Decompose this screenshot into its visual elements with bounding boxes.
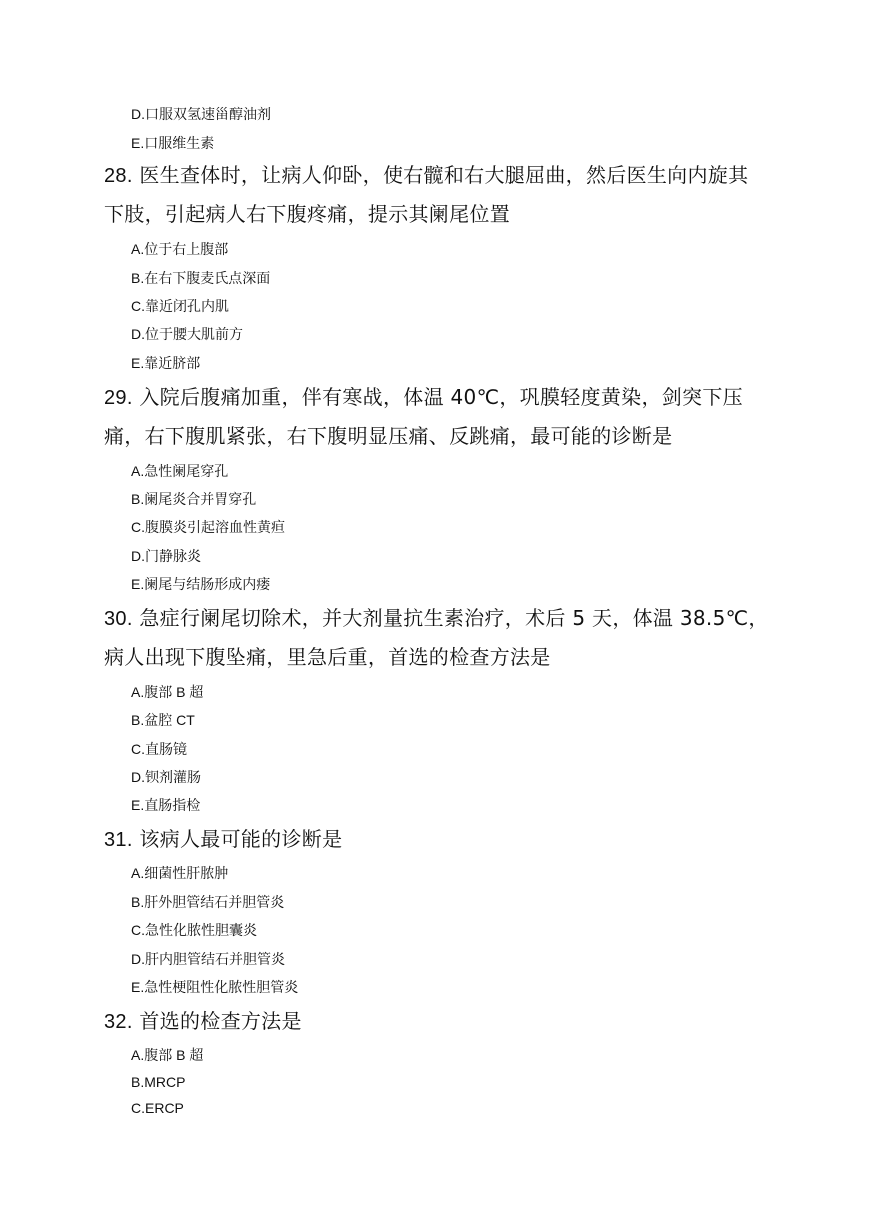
q31-option-d: D.肝内胆管结石并胆管炎 (131, 951, 285, 967)
q28-option-c: C.靠近闭孔内肌 (131, 298, 229, 314)
q29-option-c: C.腹膜炎引起溶血性黄疸 (131, 519, 285, 535)
q30-option-e: E.直肠指检 (131, 797, 201, 813)
q28-option-e: E.靠近脐部 (131, 355, 201, 371)
question-30-line-2: 病人出现下腹坠痛，里急后重，首选的检查方法是 (104, 645, 551, 669)
q31-option-a: A.细菌性肝脓肿 (131, 865, 229, 881)
q29-option-b: B.阑尾炎合并胃穿孔 (131, 491, 257, 507)
q31-option-e: E.急性梗阻性化脓性胆管炎 (131, 979, 299, 995)
q28-option-d: D.位于腰大肌前方 (131, 326, 243, 342)
q32-option-a: A.腹部 B 超 (131, 1047, 204, 1063)
q32-option-c: C.ERCP (131, 1100, 184, 1116)
q31-option-c: C.急性化脓性胆囊炎 (131, 922, 257, 938)
question-29-line-1: 29. 入院后腹痛加重，伴有寒战，体温 40℃，巩膜轻度黄染，剑突下压 (104, 385, 743, 409)
q30-option-a: A.腹部 B 超 (131, 684, 204, 700)
question-31-line-1: 31. 该病人最可能的诊断是 (104, 827, 343, 851)
q28-option-a: A.位于右上腹部 (131, 241, 229, 257)
question-28-line-2: 下肢，引起病人右下腹疼痛，提示其阑尾位置 (104, 202, 510, 226)
q30-option-b: B.盆腔 CT (131, 712, 195, 728)
option-e: E.口服维生素 (131, 135, 215, 151)
q29-option-a: A.急性阑尾穿孔 (131, 463, 229, 479)
question-28-line-1: 28. 医生查体时，让病人仰卧，使右髋和右大腿屈曲，然后医生向内旋其 (104, 163, 749, 187)
q29-option-d: D.门静脉炎 (131, 548, 201, 564)
option-d: D.口服双氢速甾醇油剂 (131, 106, 271, 122)
q28-option-b: B.在右下腹麦氏点深面 (131, 270, 271, 286)
q31-option-b: B.肝外胆管结石并胆管炎 (131, 894, 285, 910)
question-29-line-2: 痛，右下腹肌紧张，右下腹明显压痛、反跳痛，最可能的诊断是 (104, 424, 673, 448)
q30-option-d: D.钡剂灌肠 (131, 769, 201, 785)
question-32-line-1: 32. 首选的检查方法是 (104, 1009, 302, 1033)
q32-option-b: B.MRCP (131, 1074, 186, 1090)
question-30-line-1: 30. 急症行阑尾切除术，并大剂量抗生素治疗，术后 5 天，体温 38.5℃， (104, 606, 769, 630)
q30-option-c: C.直肠镜 (131, 741, 187, 757)
q29-option-e: E.阑尾与结肠形成内瘘 (131, 576, 271, 592)
